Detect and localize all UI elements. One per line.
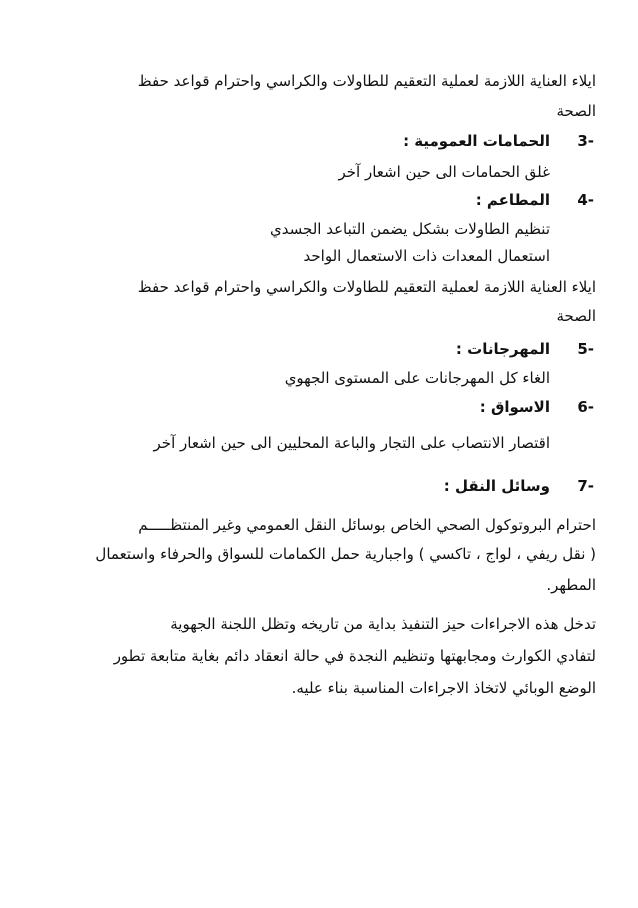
intro-line-2: الصحة	[556, 102, 596, 120]
section-7-heading: وسائل النقل :	[443, 477, 550, 495]
section-6-heading: الاسواق :	[479, 398, 550, 416]
section-7-line-2: ( نقل ريفي ، لواج ، تاكسي ) واجبارية حمل الكمامات للسواق والحرفاء واستعمال	[95, 545, 596, 563]
section-6-line-1: اقتصار الانتصاب على التجار والباعة المحليين الى حين اشعار آخر	[153, 434, 550, 452]
section-5-number: 5-	[577, 340, 594, 358]
section-7-line-1: احترام البروتوكول الصحي الخاص بوسائل النقل العمومي وغير المنتظـــــم	[138, 516, 596, 534]
section-3-line-1: غلق الحمامات الى حين اشعار آخر	[338, 163, 550, 181]
closing-line-2: لتفادي الكوارث ومجابهتها وتنظيم النجدة في حالة انعقاد دائم بغاية متابعة تطور	[113, 647, 596, 665]
section-6-number: 6-	[577, 398, 594, 416]
section-7-line-3: المطهر.	[546, 576, 596, 594]
section-4-line-1: تنظيم الطاولات بشكل يضمن التباعد الجسدي	[270, 220, 550, 238]
section-5-heading: المهرجانات :	[455, 340, 550, 358]
section-7-number: 7-	[577, 477, 594, 495]
closing-line-3: الوضع الوبائي لاتخاذ الاجراءات المناسبة بناء عليه.	[291, 679, 596, 697]
section-3-number: 3-	[577, 132, 594, 150]
section-4-number: 4-	[577, 191, 594, 209]
section-4-line-4: الصحة	[556, 307, 596, 325]
section-3-heading: الحمامات العمومية :	[403, 132, 550, 150]
intro-line-1: ايلاء العناية اللازمة لعملية التعقيم للطاولات والكراسي واحترام قواعد حفظ	[137, 72, 596, 90]
section-4-line-2: استعمال المعدات ذات الاستعمال الواحد	[303, 247, 550, 265]
section-4-heading: المطاعم :	[475, 191, 550, 209]
section-4-line-3: ايلاء العناية اللازمة لعملية التعقيم للطاولات والكراسي واحترام قواعد حفظ	[137, 278, 596, 296]
closing-line-1: تدخل هذه الاجراءات حيز التنفيذ بداية من تاريخه وتظل اللجنة الجهوية	[170, 615, 596, 633]
section-5-line-1: الغاء كل المهرجانات على المستوى الجهوي	[284, 369, 550, 387]
